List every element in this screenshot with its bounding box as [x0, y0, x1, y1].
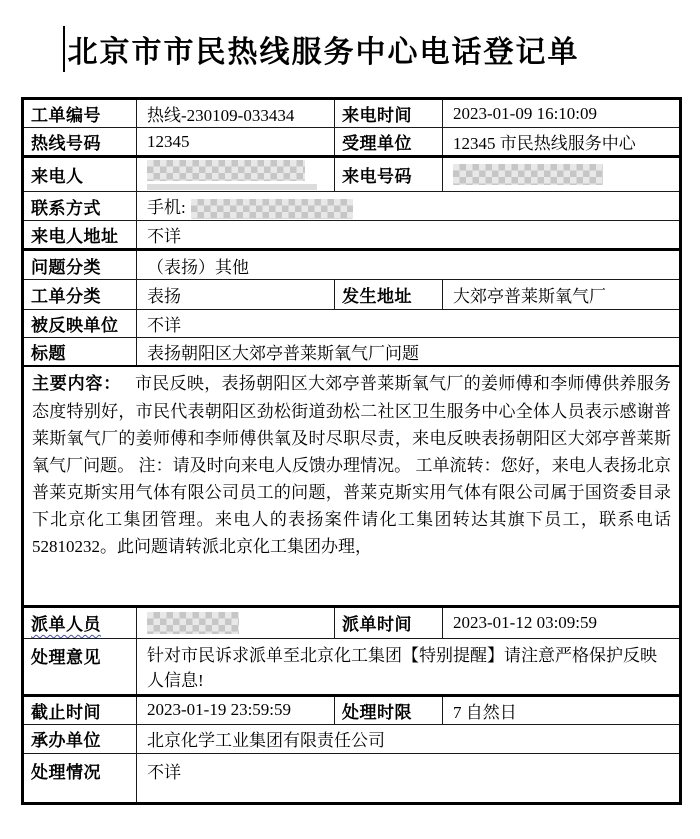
label-call-time: 来电时间	[335, 99, 443, 128]
label-problem-category: 问题分类	[23, 250, 137, 280]
row-handling-status	[23, 753, 681, 803]
row-main-content	[23, 366, 681, 606]
row-subject	[23, 338, 681, 367]
label-order-category: 工单分类	[23, 280, 137, 310]
value-processing-limit: 7 自然日	[443, 695, 681, 724]
value-main-content: 市民反映，表扬朝阳区大郊亭普莱斯氧气厂的姜师傅和李师傅供养服务态度特别好，市民代表朝阳区劲松街道劲松二社区卫生服务中心全体人员表示感谢普莱斯氧气厂的姜师傅和李师傅供氧及时尽职尽责，来电反映表扬朝阳区大郊亭普莱斯氧气厂问题。 注：请及时向来电人反馈办理情况。 工单流转：您好，来电人表扬北京普莱克斯实用气体有限公司员工的问题，普莱克斯实用气体有限公司属于国资委目录下北京化工集团管理。来电人的表扬案件请化工集团转达其旗下员工，联系电话 52810232。此问题请转派北京化工集团办理，	[32, 374, 671, 557]
page-title: 北京市市民热线服务中心电话登记单	[67, 35, 580, 70]
value-handling-unit: 北京化学工业集团有限责任公司	[137, 724, 681, 753]
label-accepting-unit: 受理单位	[335, 128, 443, 157]
row-deadline	[23, 695, 681, 724]
value-hotline-no: 12345	[137, 128, 335, 157]
label-dispatcher	[23, 606, 137, 638]
value-subject: 表扬朝阳区大郊亭普莱斯氧气厂问题	[137, 338, 681, 367]
label-contact-method: 联系方式	[23, 192, 137, 221]
label-subject: 标题	[23, 338, 137, 367]
label-hotline-no: 热线号码	[23, 128, 137, 157]
value-caller-number	[443, 157, 681, 192]
label-handling-status: 处理情况	[23, 753, 137, 803]
value-problem-category: （表扬）其他	[137, 250, 681, 280]
value-call-time: 2023-01-09 16:10:09	[443, 99, 681, 128]
redaction-mosaic-phone	[191, 199, 353, 219]
value-order-category: 表扬	[137, 280, 335, 310]
label-processing-limit: 处理时限	[335, 695, 443, 724]
value-work-order-no: 热线-230109-033434	[137, 99, 335, 128]
label-handling-opinion: 处理意见	[23, 638, 137, 695]
value-contact-method	[137, 192, 681, 221]
row-reported-unit	[23, 310, 681, 338]
label-handling-unit: 承办单位	[23, 724, 137, 753]
text-cursor	[63, 26, 65, 72]
redaction-mosaic-caller-number	[453, 164, 603, 185]
value-reported-unit: 不详	[137, 310, 681, 338]
contact-prefix: 手机:	[147, 198, 186, 217]
value-handling-status: 不详	[137, 753, 681, 803]
row-hotline	[23, 128, 681, 157]
label-dispatch-time: 派单时间	[335, 606, 443, 638]
value-incident-address: 大郊亭普莱斯氧气厂	[443, 280, 681, 310]
value-handling-opinion: 针对市民诉求派单至北京化工集团【特别提醒】请注意严格保护反映人信息!	[137, 638, 681, 695]
label-main-content: 主要内容：	[32, 374, 121, 395]
redaction-mosaic-caller-name	[147, 160, 305, 181]
row-caller	[23, 157, 681, 192]
redaction-mosaic-dispatcher	[147, 612, 239, 634]
value-dispatch-time: 2023-01-12 03:09:59	[443, 606, 681, 638]
row-problem-category	[23, 250, 681, 280]
registration-form-table	[21, 97, 682, 805]
value-dispatcher	[137, 606, 335, 638]
value-caller-name	[137, 157, 335, 192]
title-area	[63, 25, 580, 73]
label-caller-number: 来电号码	[335, 157, 443, 192]
main-content-cell	[23, 366, 681, 606]
label-caller-name: 来电人	[23, 157, 137, 192]
value-deadline: 2023-01-19 23:59:59	[137, 695, 335, 724]
dispatcher-label-text: 派单人员	[31, 615, 101, 636]
row-order-category	[23, 280, 681, 310]
label-work-order-no: 工单编号	[23, 99, 137, 128]
label-incident-address: 发生地址	[335, 280, 443, 310]
label-deadline: 截止时间	[23, 695, 137, 724]
row-dispatcher	[23, 606, 681, 638]
row-handling-unit	[23, 724, 681, 753]
row-caller-address	[23, 221, 681, 250]
row-handling-opinion	[23, 638, 681, 695]
value-accepting-unit: 12345 市民热线服务中心	[443, 128, 681, 157]
value-caller-address: 不详	[137, 221, 681, 250]
label-caller-address: 来电人地址	[23, 221, 137, 250]
row-contact	[23, 192, 681, 221]
label-reported-unit: 被反映单位	[23, 310, 137, 338]
redaction-underline-caller-name	[147, 184, 317, 190]
row-work-order	[23, 99, 681, 128]
